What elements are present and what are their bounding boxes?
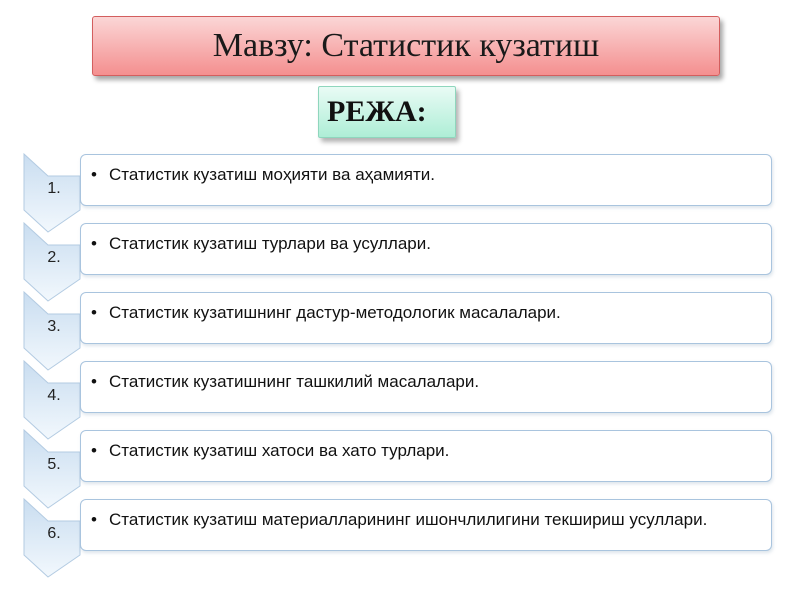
bullet-icon: • <box>91 441 97 460</box>
bullet-icon: • <box>91 372 97 391</box>
item-number: 3. <box>47 318 61 335</box>
item-number: 2. <box>47 249 61 266</box>
bullet-icon: • <box>91 510 97 529</box>
bullet-icon: • <box>91 303 97 322</box>
item-number: 6. <box>47 525 61 542</box>
item-text: Статистик кузатиш турлари ва усуллари. <box>109 234 431 253</box>
item-text: Статистик кузатиш материалларининг ишончлилигини текшириш усуллари. <box>109 510 708 529</box>
item-number: 5. <box>47 456 61 473</box>
item-number: 1. <box>47 180 61 197</box>
list-item <box>0 499 800 577</box>
list-item <box>0 361 800 439</box>
item-bar <box>80 361 772 413</box>
item-text: Статистик кузатишнинг дастур-методологик масалалари. <box>109 303 561 322</box>
bullet-icon: • <box>91 165 97 184</box>
list-item <box>0 292 800 370</box>
list-item <box>0 430 800 508</box>
slide-title: Мавзу: Статистик кузатиш <box>92 16 720 76</box>
item-bar <box>80 292 772 344</box>
item-bar <box>80 430 772 482</box>
plan-heading: РЕЖА: <box>318 86 456 138</box>
item-bar <box>80 499 772 551</box>
item-text: Статистик кузатишнинг ташкилий масалалари. <box>109 372 480 391</box>
item-bar <box>80 223 772 275</box>
item-number: 4. <box>47 387 61 404</box>
bullet-icon: • <box>91 234 97 253</box>
list-item <box>0 223 800 301</box>
item-bar <box>80 154 772 206</box>
list-item <box>0 154 800 232</box>
item-text: Статистик кузатиш хатоси ва хато турлари. <box>109 441 450 460</box>
item-text: Статистик кузатиш моҳияти ва аҳамияти. <box>109 165 435 184</box>
